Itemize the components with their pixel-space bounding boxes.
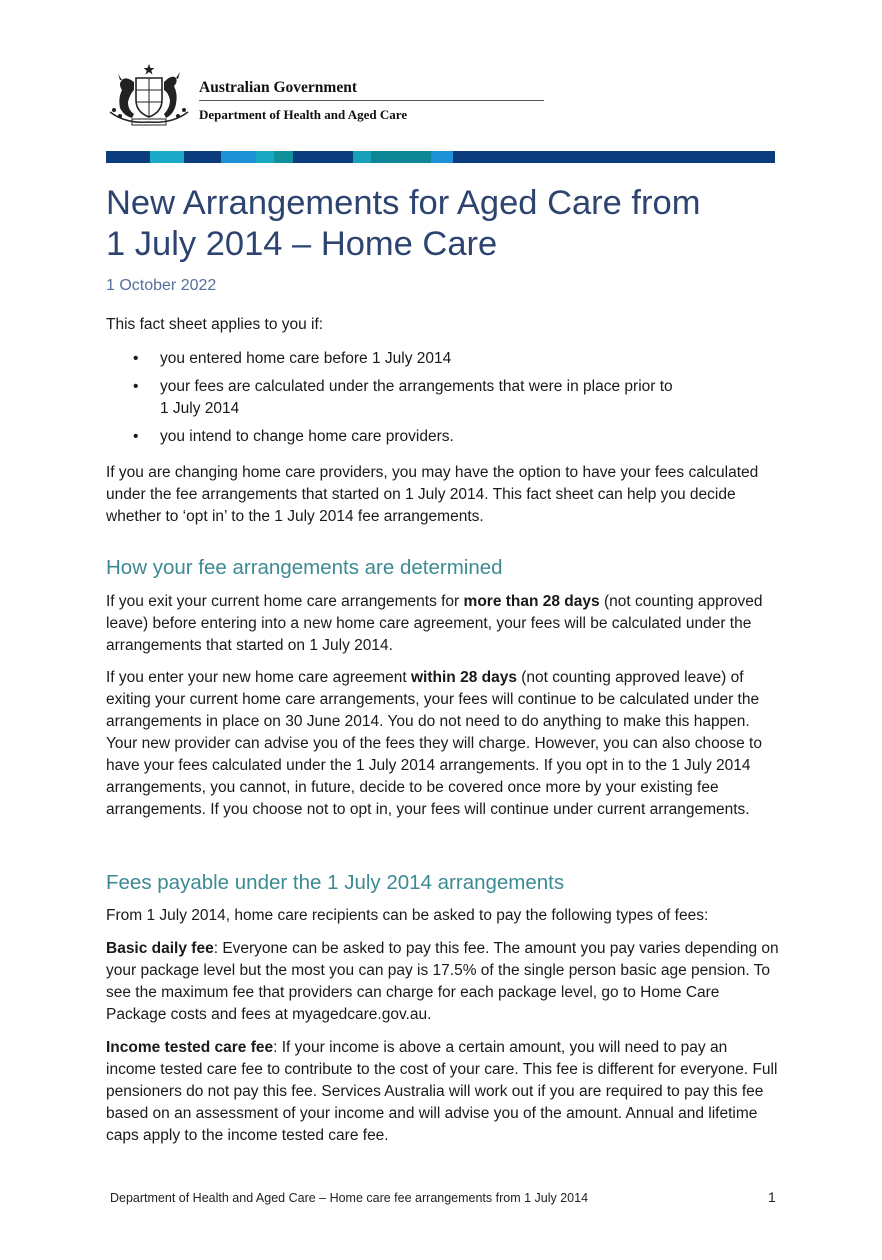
band-segment <box>371 151 431 163</box>
changing-providers-paragraph: If you are changing home care providers, you may have the option to have your fees calculated under the fee arrangements that started on 1 July 2014. This fact sheet can help you decide whether to ‘opt in’ to the 1 July 2014 fee arrangements. <box>106 464 759 525</box>
page-title <box>106 183 786 265</box>
band-segment <box>453 151 775 163</box>
band-segment <box>431 151 453 163</box>
paragraph-within-28-days: If you enter your new home care agreement within 28 days (not counting approved leave) of exiting your current home care arrangements, your fees will continue to be calculated under the arrangements in place on 30 June 2014. You do not need to do anything to make this happen. Your new provider can advise you of the fees they will charge. However, you can also choose to have your fees calculated under the 1 July 2014 arrangements. If you opt in to the 1 July 2014 arrangements, you cannot, in future, decide to be covered once more by your existing fee arrangements. If you choose not to opt in, your fees will continue under current arrangements. <box>106 669 762 818</box>
band-segment <box>106 151 150 163</box>
list-item-text: your fees are calculated under the arrangements that were in place prior to <box>160 378 673 395</box>
list-item-text: you entered home care before 1 July 2014 <box>160 350 452 367</box>
band-segment <box>150 151 184 163</box>
list-item: • you intend to change home care providers. <box>133 428 454 445</box>
government-name: Australian Government <box>199 79 358 96</box>
page-number: 1 <box>768 1189 776 1205</box>
band-segment <box>293 151 353 163</box>
header-divider <box>199 100 544 101</box>
basic-daily-fee-paragraph: Basic daily fee: Everyone can be asked to pay this fee. The amount you pay varies depending on your package level but the most you can pay is 17.5% of the single person basic age pension. To see the maximum fee that providers can charge for each package level, go to Home Care Package costs and fees at myagedcare.gov.au. <box>106 940 779 1023</box>
section-heading-fees-payable: Fees payable under the 1 July 2014 arrangements <box>106 871 565 894</box>
band-segment <box>353 151 371 163</box>
coat-of-arms-icon <box>106 62 192 128</box>
income-tested-fee-label: Income tested care fee <box>106 1039 274 1056</box>
list-item-text: 1 July 2014 <box>160 400 240 417</box>
fees-intro-text: From 1 July 2014, home care recipients can be asked to pay the following types of fees: <box>106 907 709 924</box>
department-name: Department of Health and Aged Care <box>199 107 408 122</box>
list-item: • your fees are calculated under the arrangements that were in place prior to 1 July 2014 <box>133 378 673 417</box>
government-header <box>106 62 446 130</box>
paragraph-more-than-28-days: If you exit your current home care arrangements for more than 28 days (not counting approved leave) before entering into a new home care agreement, your fees will be calculated under the arrangements that started on 1 July 2014. <box>106 593 763 654</box>
title-line-1: New Arrangements for Aged Care from <box>106 184 701 222</box>
colour-band <box>106 151 775 163</box>
section-heading-fee-arrangements: How your fee arrangements are determined <box>106 556 503 579</box>
footer-text: Department of Health and Aged Care – Home care fee arrangements from 1 July 2014 <box>110 1191 589 1205</box>
income-tested-fee-paragraph: Income tested care fee: If your income is above a certain amount, you will need to pay an income tested care fee to contribute to the cost of your care. This fee is different for everyone. Full pensioners do not pay this fee. Services Australia will work out if you are required to pay this fee based on an assessment of your income and will advise you of the amount. Annual and lifetime caps apply to the income tested care fee. <box>106 1039 778 1144</box>
band-segment <box>221 151 256 163</box>
list-item: • you entered home care before 1 July 2014 <box>133 350 452 367</box>
list-item-text: you intend to change home care providers. <box>160 428 454 445</box>
publication-date: 1 October 2022 <box>106 277 217 294</box>
band-segment <box>274 151 293 163</box>
band-segment <box>256 151 274 163</box>
band-segment <box>184 151 221 163</box>
applicability-list <box>106 348 781 454</box>
intro-text: This fact sheet applies to you if: <box>106 316 324 333</box>
basic-daily-fee-label: Basic daily fee <box>106 940 214 957</box>
title-line-2: 1 July 2014 – Home Care <box>106 225 498 263</box>
